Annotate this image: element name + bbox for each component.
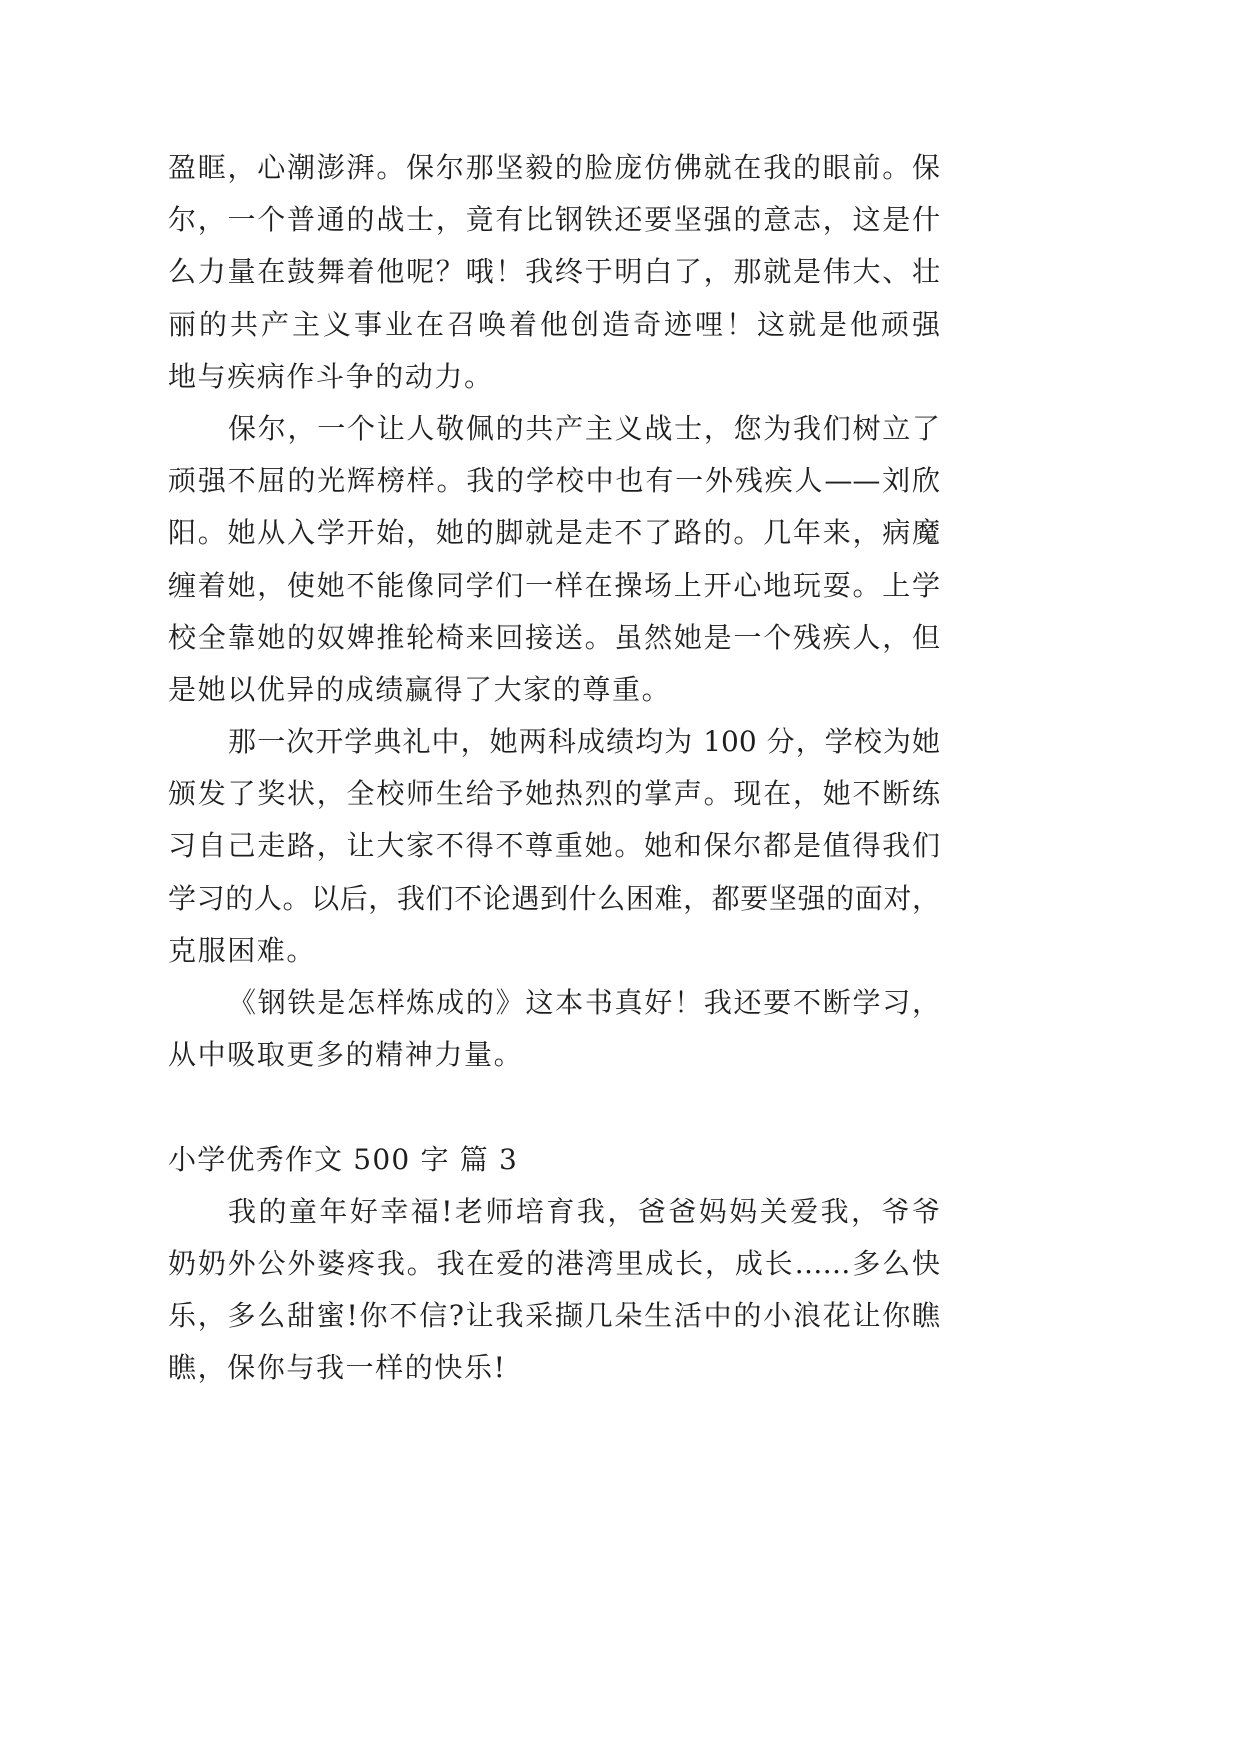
body-line: 从中吸取更多的精神力量。 xyxy=(168,1038,524,1072)
paragraph-continuation xyxy=(168,142,940,403)
body-line: 克服困难。 xyxy=(168,933,317,967)
body-line: 那一次开学典礼中，她两科成绩均为 100 分，学校为她 xyxy=(228,725,940,759)
body-line: 么力量在鼓舞着他呢？哦！我终于明白了，那就是伟大、壮 xyxy=(168,255,940,289)
body-line: 我的童年好幸福!老师培育我，爸爸妈妈关爱我，爷爷 xyxy=(228,1194,940,1228)
body-line: 缠着她，使她不能像同学们一样在操场上开心地玩耍。上学 xyxy=(168,568,940,602)
body-line: 顽强不屈的光辉榜样。我的学校中也有一外残疾人——刘欣 xyxy=(168,464,940,498)
document-body xyxy=(168,142,940,1395)
paragraph xyxy=(168,403,940,716)
body-line: 盈眶，心潮澎湃。保尔那坚毅的脸庞仿佛就在我的眼前。保 xyxy=(168,151,940,184)
body-line: 乐，多么甜蜜!你不信?让我采撷几朵生活中的小浪花让你瞧 xyxy=(168,1299,940,1333)
body-line: 颁发了奖状，全校师生给予她热烈的掌声。现在，她不断练 xyxy=(168,777,940,811)
body-line: 是她以优异的成绩赢得了大家的尊重。 xyxy=(168,672,672,706)
body-line: 校全靠她的奴婢推轮椅来回接送。虽然她是一个残疾人，但 xyxy=(168,620,940,654)
body-line: 瞧，保你与我一样的快乐! xyxy=(168,1351,507,1385)
body-line: 保尔，一个让人敬佩的共产主义战士，您为我们树立了 xyxy=(228,411,940,445)
paragraph xyxy=(168,1186,940,1395)
body-line: 丽的共产主义事业在召唤着他创造奇迹哩！这就是他顽强 xyxy=(168,307,940,341)
body-line: 习自己走路，让大家不得不尊重她。她和保尔都是值得我们 xyxy=(168,829,940,863)
body-line: 学习的人。以后，我们不论遇到什么困难，都要坚强的面对， xyxy=(168,881,940,915)
body-line: 《钢铁是怎样炼成的》这本书真好！我还要不断学习， xyxy=(228,986,940,1019)
section-heading: 小学优秀作文 500 字 篇 3 xyxy=(168,1142,519,1176)
body-line: 奶奶外公外婆疼我。我在爱的港湾里成长，成长……多么快 xyxy=(168,1246,940,1280)
body-line: 地与疾病作斗争的动力。 xyxy=(168,359,494,393)
paragraph xyxy=(168,977,940,1081)
paragraph xyxy=(168,716,940,977)
body-line: 尔，一个普通的战士，竟有比钢铁还要坚强的意志，这是什 xyxy=(168,203,940,237)
body-line: 阳。她从入学开始，她的脚就是走不了路的。几年来，病魔 xyxy=(168,516,940,550)
